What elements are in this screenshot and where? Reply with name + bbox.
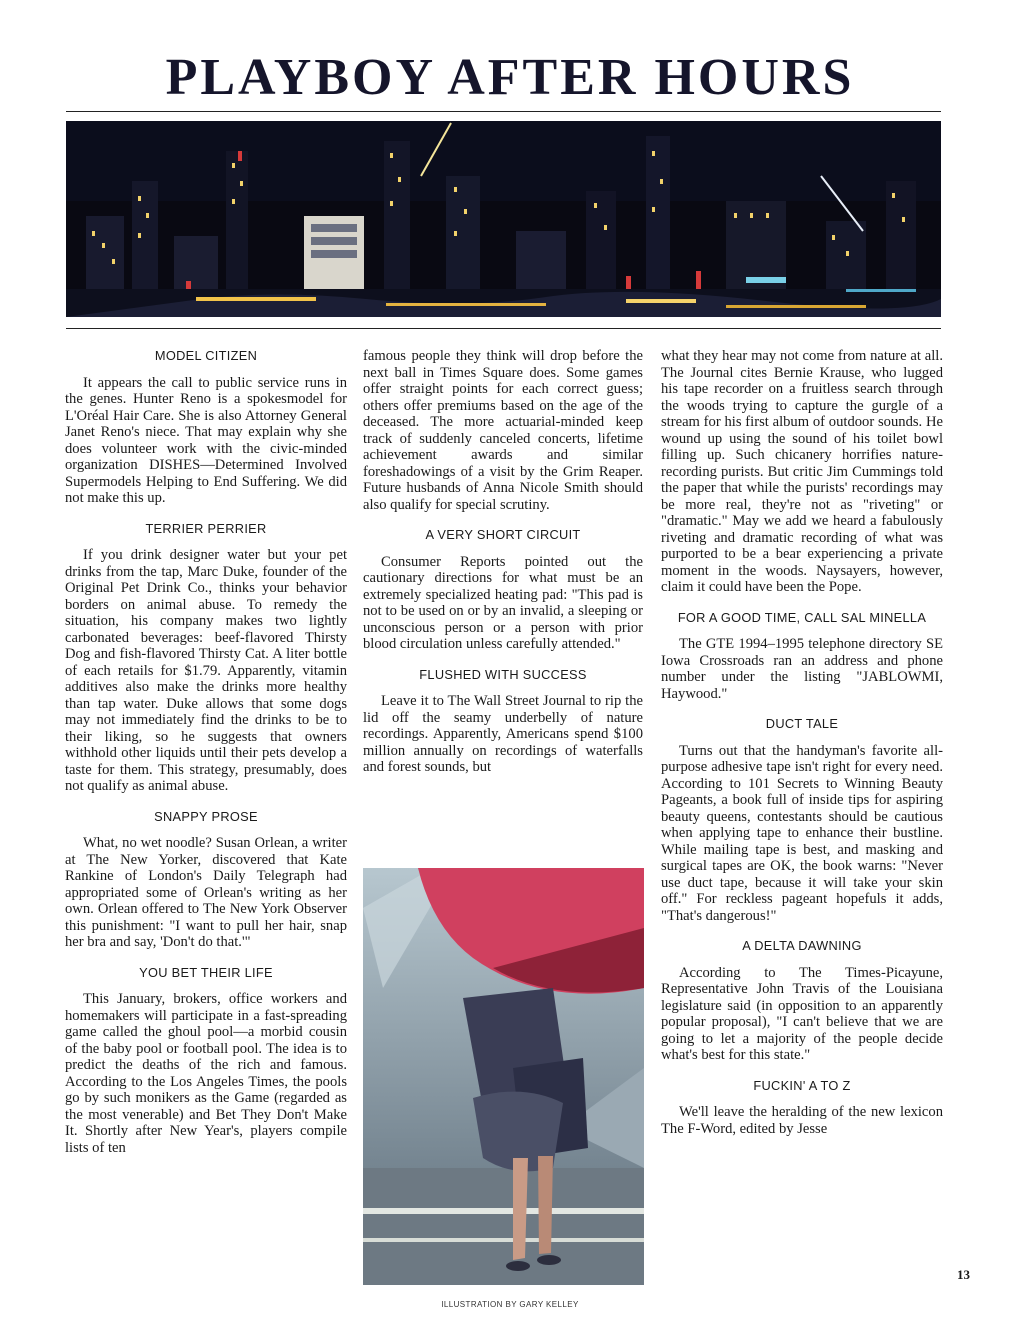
column-2 <box>363 348 643 776</box>
article-heading: SNAPPY PROSE <box>154 808 258 824</box>
article-body: This January, brokers, office workers and homemakers will participate in a fast-spreading game called the ghoul pool—a morbid cousin of the baby pool or football pool. The idea is to predict the deaths of the rich and famous. According to the Los Angeles Times, the pools go by such monikers as the Game (regarded as the most venerable) and Bet They Don't Make It. Shortly after New Year's, players compile lists of ten <box>65 991 347 1156</box>
article-body: Consumer Reports pointed out the cautionary directions for what must be an extremely specialized heating pad: "This pad is not to be used on or by an invalid, a sleeping or unconscious person or a person with prior blood circulation unless carefully attended." <box>363 553 643 652</box>
article-heading: FOR A GOOD TIME, CALL SAL MINELLA <box>677 609 927 625</box>
article-body: We'll leave the heralding of the new lexicon The F-Word, edited by Jesse <box>661 1104 943 1137</box>
column-3 <box>661 348 943 1137</box>
article-body: According to The Times-Picayune, Representative John Travis of the Louisiana legislature said (in opposition to an apparently popular proposal), "I can't believe that we are going to let a majority of the people decide what's best for this state." <box>661 964 943 1063</box>
article-heading: A DELTA DAWNING <box>742 938 862 953</box>
article-body-continued: famous people they think will drop before the next ball in Times Square does. Some games offer straight points for each correct guess; others offer premiums based on the age of the deceased. The more actuarial-minded keep track of suddenly canceled concerts, lifetime achievement awards and similar foreshadowings of a visit by the Grim Reaper. Future husbands of Anna Nicole Smith should also qualify for special scrutiny. <box>363 348 643 513</box>
article-body-continued: what they hear may not come from nature at all. The Journal cites Bernie Krause, who lugged his tape recorder on a fruitless search through the woods trying to capture the gurgle of a stream for his first album of outdoor sounds. He wound up using the sound of his toilet bowl filling up. Such chicanery horrifies nature-recording purists. But critic Jim Cummings told the paper that while the purists' recordings may be more real, they're not as "riveting" or "dramatic." May we add we heard a fabulously riveting and dramatic recording of what was purported to be a bear experiencing a private moment in the woods. Naysayers, however, claim it could have been the Pope. <box>661 348 943 595</box>
column-1 <box>65 348 347 1156</box>
article-body: Turns out that the handyman's favorite all-purpose adhesive tape isn't right for every need. According to 101 Secrets to Winning Beauty Pageants, a book full of inside tips for aspiring beauty queens, contestants should be cautious when applying tape to enhance their bustline. While mailing tape is best, and masking and surgical tapes are OK, the book warns: "Never use duct tape, because it will take your skin off." For reckless pageant hopefuls it adds, "That's dangerous!" <box>661 742 943 924</box>
page-title: PLAYBOY AFTER HOURS <box>165 49 855 106</box>
article-body: The GTE 1994–1995 telephone directory SE Iowa Crossroads ran an address and phone number under the listing "JABLOWMI, Haywood." <box>661 636 943 702</box>
article-body: It appears the call to public service runs in the genes. Hunter Reno is a spokesmodel for L'Oréal Hair Care. She is also Attorney General Janet Reno's niece. That may explain why she does volunteer work with the civic-minded organization DISHES—Determined Involved Supermodels Helping to End Suffering. We did not make this up. <box>65 374 347 506</box>
city-skyline-illustration <box>66 121 941 317</box>
header-rule <box>66 111 941 112</box>
section-rule <box>66 328 941 329</box>
article-heading: A VERY SHORT CIRCUIT <box>425 527 581 542</box>
article-heading: YOU BET THEIR LIFE <box>139 964 273 980</box>
illustration-credit: ILLUSTRATION BY GARY KELLEY <box>441 1300 579 1309</box>
article-heading: FUCKIN' A TO Z <box>753 1077 851 1093</box>
article-body: What, no wet noodle? Susan Orlean, a writer at The New Yorker, discovered that Kate Rankine of London's Daily Telegraph had appropriated some of Orlean's writing as her own. Orlean offered to The New York Observer this punishment: "I want to pull her hair, snap her bra and say, 'Don't do that.'" <box>65 835 347 950</box>
article-body: Leave it to The Wall Street Journal to rip the lid off the seamy underbelly of nature recordings. Apparently, Americans spend $100 million annually on recordings of waterfalls and forest sounds, but <box>363 693 643 775</box>
article-heading: TERRIER PERRIER <box>145 520 267 536</box>
umbrella-couple-illustration <box>363 868 644 1285</box>
article-heading: DUCT TALE <box>765 716 839 731</box>
article-body: If you drink designer water but your pet drinks from the tap, Marc Duke, founder of the Original Pet Drink Co., thinks your behavior borders on animal abuse. To remedy the situation, his company makes two lightly carbonated beverages: beef-flavored Thirsty Dog and fish-flavored Thirsty Cat. A liter bottle of each retails for $1.79. Apparently, vitamin additives also make the drinks more healthy than tap water. Duke allows that some dogs may not immediately find the drinks to be to their liking, so he suggests that owners withhold other liquids until their pets develop a taste for them. This strategy, presumably, does not qualify as animal abuse. <box>65 547 347 794</box>
article-heading: MODEL CITIZEN <box>154 348 258 363</box>
page-number: 13 <box>957 1267 970 1282</box>
article-heading: FLUSHED WITH SUCCESS <box>419 666 587 682</box>
